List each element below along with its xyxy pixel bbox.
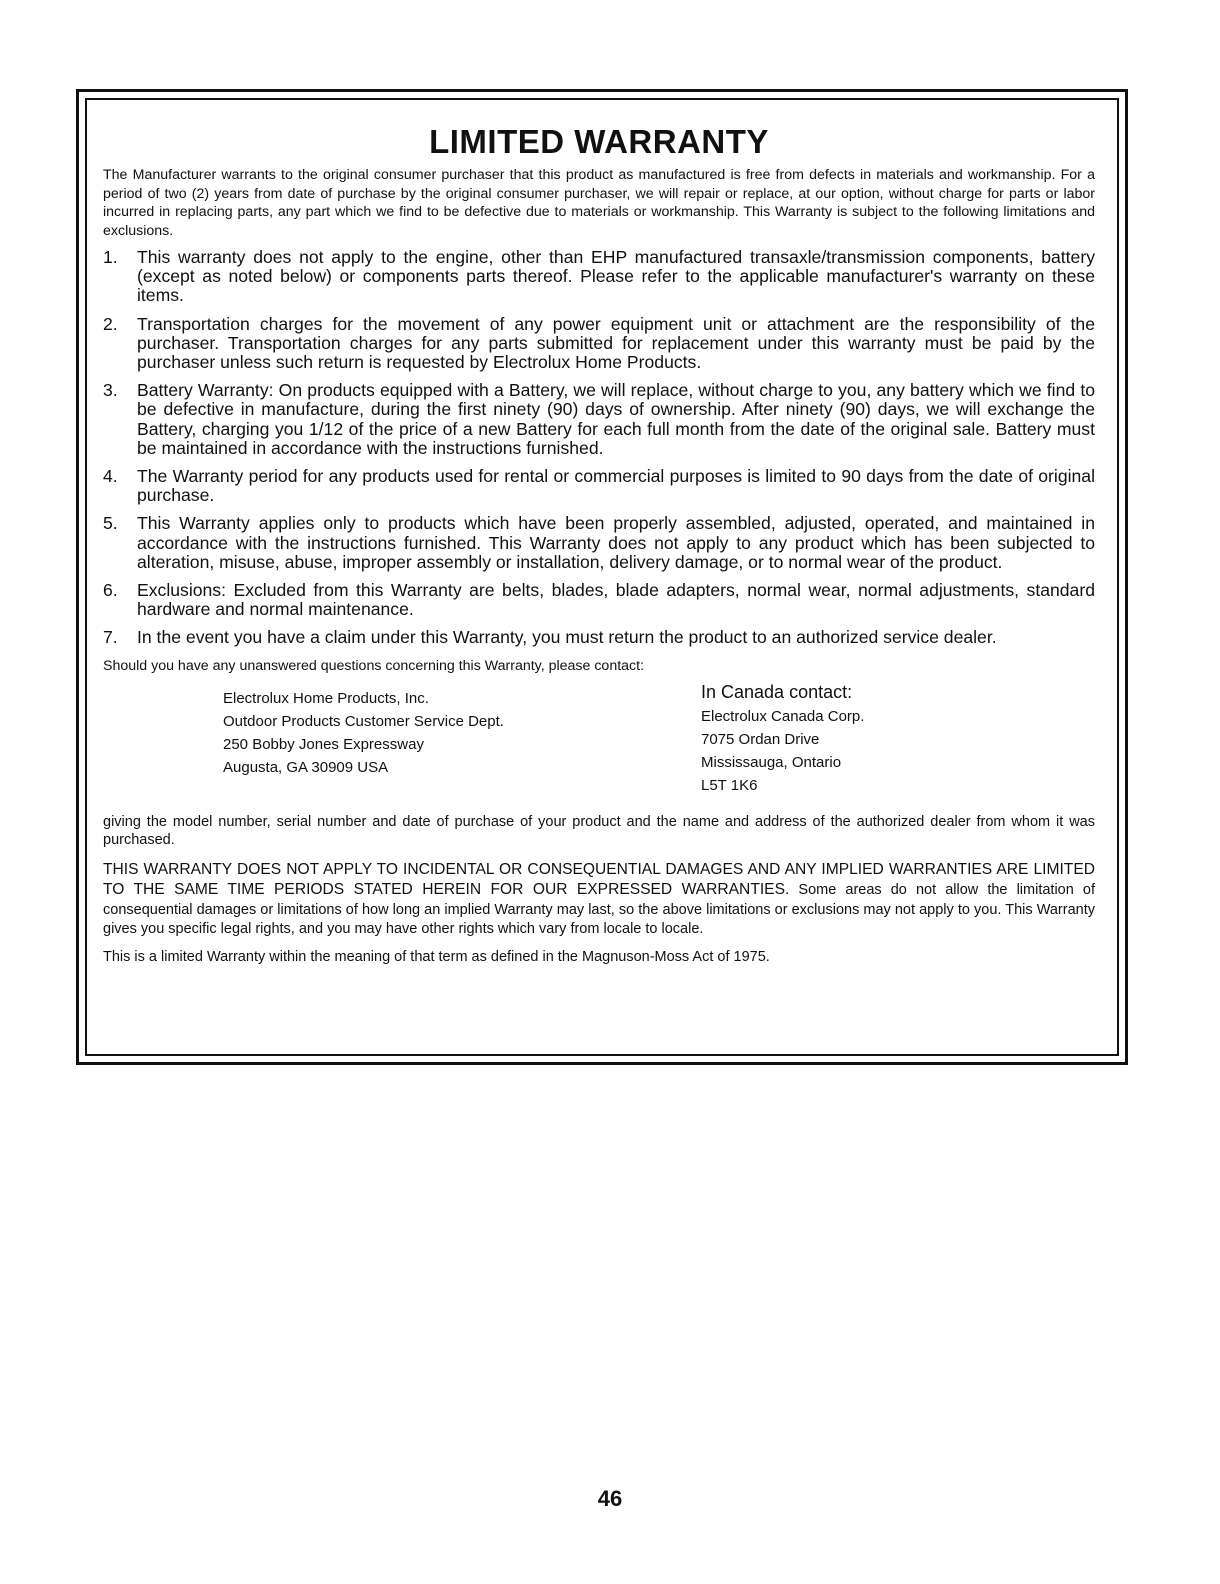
us-address	[223, 687, 504, 779]
list-item	[103, 628, 1095, 647]
item-number: 5.	[103, 513, 118, 534]
item-text: The Warranty period for any products used for rental or commercial purposes is limited to 90 days from the date of original purchase.	[137, 466, 1095, 506]
item-number: 2.	[103, 313, 118, 334]
contact-addresses	[103, 679, 1095, 811]
list-item	[103, 248, 1095, 306]
item-number: 3.	[103, 380, 118, 401]
item-text: This Warranty applies only to products which have been properly assembled, adjusted, operated, and maintained in accordance with the instructions furnished. This Warranty does not apply to any product which has been subjected to alteration, misuse, abuse, improper assembly or installation, delivery damage, or to normal wear of the product.	[137, 513, 1095, 572]
item-text: This warranty does not apply to the engine, other than EHP manufactured transaxle/transmission components, battery (except as noted below) or components parts thereof. Please refer to the applicable manufacturer's warranty on these items.	[137, 247, 1095, 306]
canada-address	[701, 679, 864, 797]
warranty-box-outer	[76, 89, 1128, 1065]
canada-address-line: Electrolux Canada Corp.	[701, 707, 865, 725]
giving-paragraph: giving the model number, serial number and date of purchase of your product and the name and address of the authorized dealer from whom it was purchased.	[103, 813, 1095, 849]
item-number: 6.	[103, 580, 118, 601]
item-text: Transportation charges for the movement of any power equipment unit or attachment are the responsibility of the purchaser. Transportation charges for any parts submitted for replacement under this warranty must be paid by the purchaser unless such return is requested by Electrolux Home Products.	[137, 313, 1095, 373]
disclaimer-rest: Some areas do not allow the limitation of consequential damages or limitations of how long an implied Warranty may last, so the above limitations or exclusions may not apply to you. This Warranty gives you specific legal rights, and you may have other rights which vary from locale to locale.	[103, 882, 1095, 938]
disclaimer-paragraph	[103, 860, 1095, 940]
list-item	[103, 581, 1095, 619]
page-number: 46	[597, 1486, 623, 1511]
us-address-line: 250 Bobby Jones Expressway	[223, 735, 424, 753]
us-address-line: Outdoor Products Customer Service Dept.	[223, 712, 504, 730]
item-number: 1.	[103, 247, 118, 267]
canada-address-line: Mississauga, Ontario	[701, 753, 842, 771]
us-address-line: Augusta, GA 30909 USA	[223, 758, 389, 776]
list-item	[103, 315, 1095, 373]
item-text: In the event you have a claim under this Warranty, you must return the product to an authorized service dealer.	[137, 627, 997, 648]
list-item	[103, 381, 1095, 458]
list-item	[103, 467, 1095, 505]
limitations-list	[103, 248, 1095, 648]
intro-paragraph: The Manufacturer warrants to the original consumer purchaser that this product as manufactured is free from defects in materials and workmanship. For a period of two (2) years from date of purchase by the original consumer purchaser, we will repair or replace, at our option, without charge for parts or labor incurred in replacing parts, any part which we find to be defective due to materials or workmanship. This Warranty is subject to the following limitations and exclusions.	[103, 167, 1095, 239]
page-title: LIMITED WARRANTY	[429, 123, 769, 160]
us-address-line: Electrolux Home Products, Inc.	[223, 689, 429, 707]
canada-heading: In Canada contact:	[701, 681, 853, 702]
item-number: 7.	[103, 627, 118, 648]
final-note: This is a limited Warranty within the meaning of that term as defined in the Magnuson-Moss Act of 1975.	[103, 948, 770, 965]
warranty-content	[103, 124, 1095, 966]
canada-address-line: 7075 Ordan Drive	[701, 730, 820, 748]
list-item	[103, 514, 1095, 572]
item-number: 4.	[103, 466, 118, 487]
canada-address-line: L5T 1K6	[701, 776, 758, 794]
item-text: Exclusions: Excluded from this Warranty are belts, blades, blade adapters, normal wear, normal adjustments, standard hardware and normal maintenance.	[137, 580, 1095, 620]
disclaimer-caps: THIS WARRANTY DOES NOT APPLY TO INCIDENTAL OR CONSEQUENTIAL DAMAGES AND ANY IMPLIED WARRANTIES ARE LIMITED TO THE SAME TIME PERIODS STATED HEREIN FOR OUR EXPRESSED WARRANTIES.	[103, 860, 1095, 899]
contact-prompt: Should you have any unanswered questions concerning this Warranty, please contact:	[103, 657, 645, 674]
item-text: Battery Warranty: On products equipped with a Battery, we will replace, without charge to you, any battery which we find to be defective in manufacture, during the first ninety (90) days of ownership. After ninety (90) days, we will exchange the Battery, charging you 1/12 of the price of a new Battery for each full month from the date of the original sale. Battery must be maintained in accordance with the instructions furnished.	[137, 380, 1095, 458]
